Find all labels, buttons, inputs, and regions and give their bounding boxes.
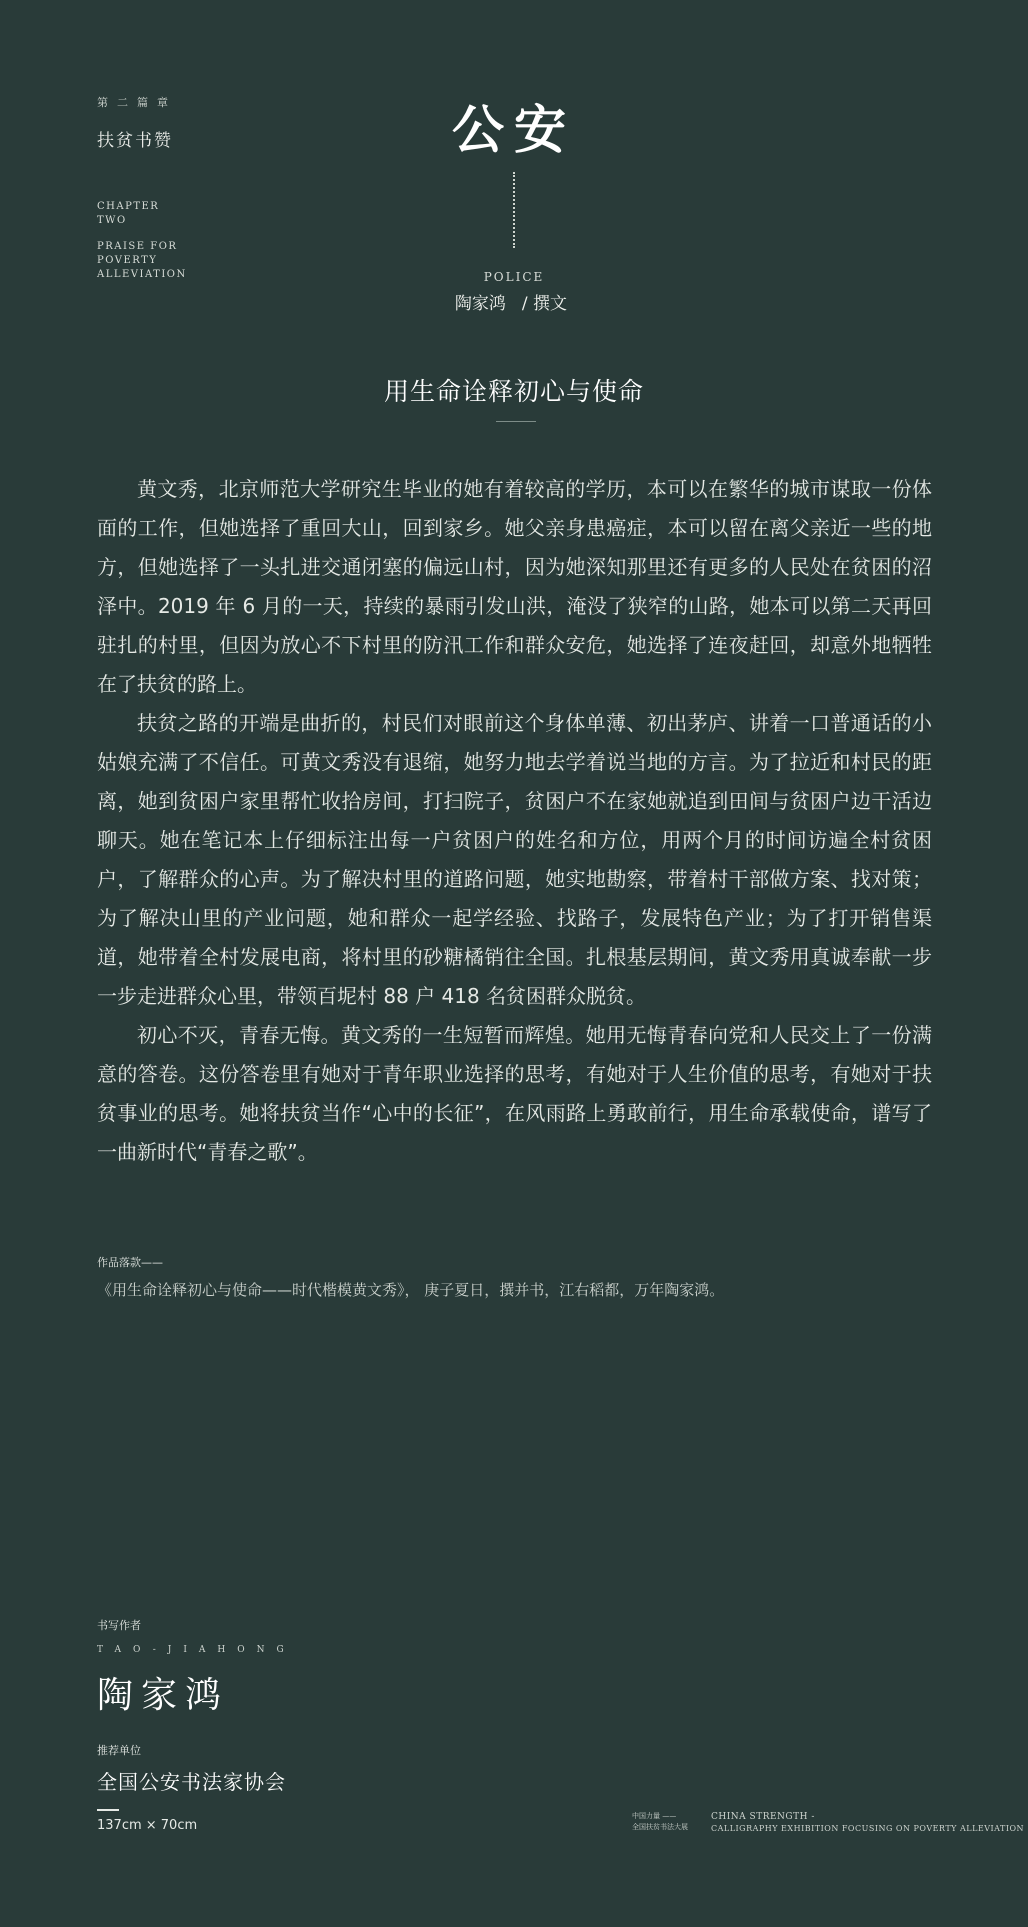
chapter-label-cn: 第二篇章 [97,96,177,109]
unit-label: 推荐单位 [97,1744,141,1757]
subtitle-en: POLICE [483,270,545,284]
byline-author: 陶家鸿 [454,294,506,314]
chapter-title-en-line: PRAISE FOR [97,241,178,252]
writer-pinyin: TAO-JIAHONG [97,1645,296,1655]
writer-name: 陶家鸿 [97,1675,230,1716]
unit-name: 全国公安书法家协会 [97,1770,286,1794]
chapter-title-en-line: POVERTY [97,255,158,266]
byline-suffix: / 撰文 [521,294,568,314]
size-rule [97,1809,119,1811]
article-paragraph: 初心不灭，青春无悔。黄文秀的一生短暂而辉煌。她用无悔青春向党和人民交上了一份满意的答卷。这份答卷里有她对于青年职业选择的思考，有她对于人生价值的思考，有她对于扶贫事业的思考。她将扶贫当作“心中的长征”，在风雨路上勇敢前行，用生命承载使命，谱写了一曲新时代“青春之歌”。 [97,1023,932,1164]
credit-label: 作品落款—— [97,1256,163,1269]
footer-exhibition-en [711,1812,1024,1834]
footer-en-line: CALLIGRAPHY EXHIBITION FOCUSING ON POVERTY ALLEVIATION [711,1824,1025,1833]
artwork-size: 137cm × 70cm [97,1818,198,1833]
chapter-title-cn: 扶贫书赞 [97,131,173,151]
chapter-label-en-line: CHAPTER [97,201,160,212]
page-title: 公安 [451,100,576,161]
article-body [97,470,932,1172]
footer-exhibition-cn [632,1811,688,1833]
chapter-label-en [97,200,159,228]
writer-label: 书写作者 [97,1619,141,1632]
footer-cn-line: 中国力量 —— [632,1812,677,1820]
article-paragraph: 扶贫之路的开端是曲折的，村民们对眼前这个身体单薄、初出茅庐、讲着一口普通话的小姑娘充满了不信任。可黄文秀没有退缩，她努力地去学着说当地的方言。为了拉近和村民的距离，她到贫困户家里帮忙收拾房间，打扫院子，贫困户不在家她就追到田间与贫困户边干活边聊天。她在笔记本上仔细标注出每一户贫困户的姓名和方位，用两个月的时间访遍全村贫困户，了解群众的心声。为了解决村里的道路问题，她实地勘察，带着村干部做方案、找对策；为了解决山里的产业问题，她和群众一起学经验、找路子，发展特色产业；为了打开销售渠道，她带着全村发展电商，将村里的砂糖橘销往全国。扎根基层期间，黄文秀用真诚奉献一步一步走进群众心里，带领百坭村 88 户 418 名贫困群众脱贫。 [97,711,932,1008]
credit-text: 《用生命诠释初心与使命——时代楷模黄文秀》， 庚子夏日，撰并书，江右稻都，万年陶家鸿。 [97,1281,725,1299]
article-paragraph: 黄文秀，北京师范大学研究生毕业的她有着较高的学历，本可以在繁华的城市谋取一份体面的工作，但她选择了重回大山，回到家乡。她父亲身患癌症，本可以留在离父亲近一些的地方，但她选择了一头扎进交通闭塞的偏远山村，因为她深知那里还有更多的人民处在贫困的沼泽中。2019 年 6 月的一天，持续的暴雨引发山洪，淹没了狭窄的山路，她本可以第二天再回驻扎的村里，但因为放心不下村里的防汛工作和群众安危，她选择了连夜赶回，却意外地牺牲在了扶贫的路上。 [97,477,932,696]
footer-cn-line: 全国扶贫书法大展 [632,1823,688,1831]
dotted-divider [513,172,515,248]
chapter-title-en-line: ALLEVIATION [97,269,187,280]
footer-en-line: CHINA STRENGTH - [711,1812,815,1822]
heading-rule [496,421,536,422]
article-heading: 用生命诠释初心与使命 [383,377,644,406]
byline [0,289,1028,314]
chapter-label-en-line: TWO [97,215,127,226]
